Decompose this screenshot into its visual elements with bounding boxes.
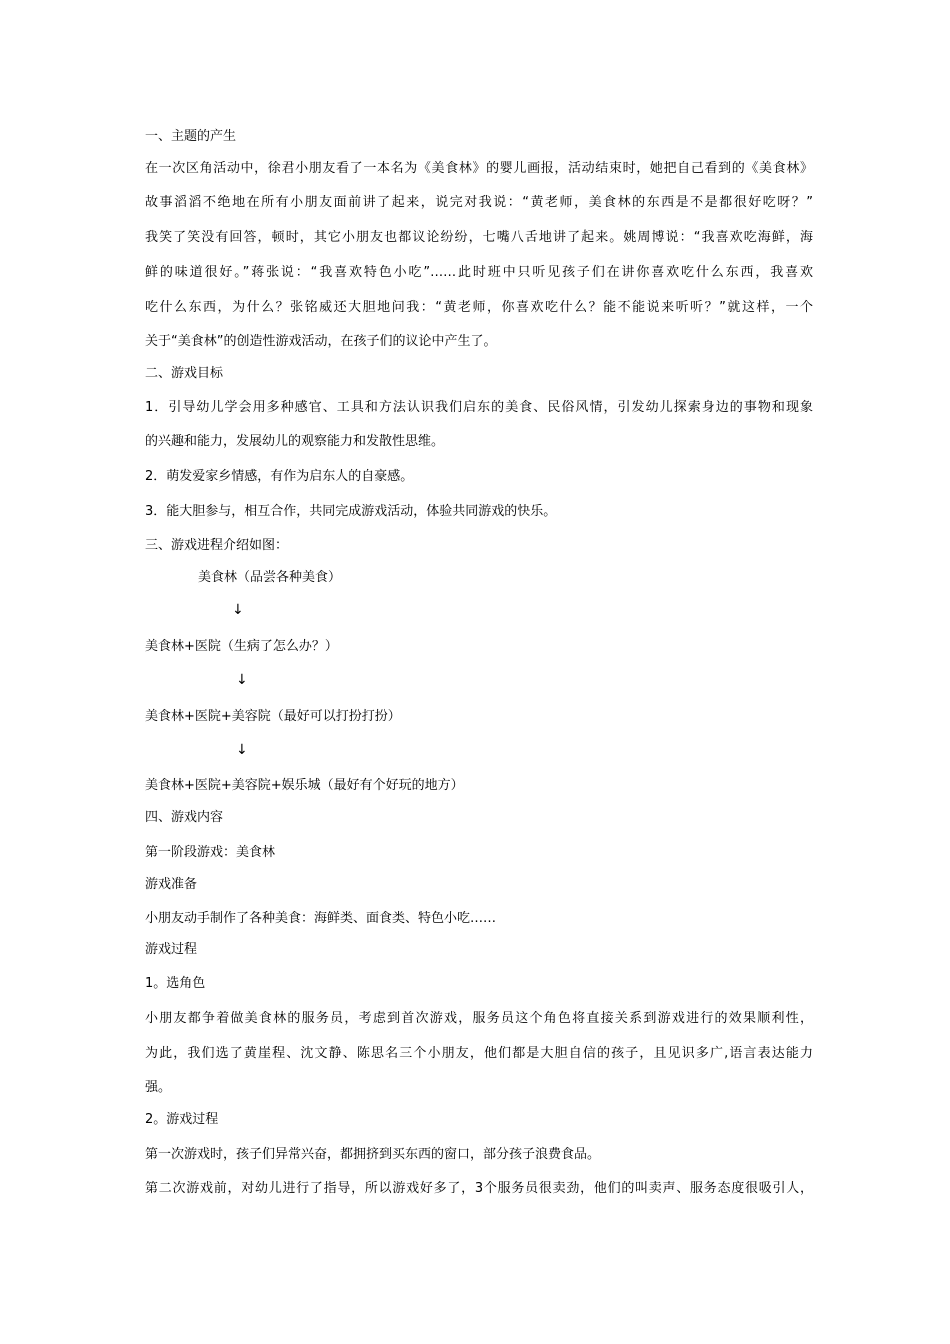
flow-down-arrow-icon: ↓	[232, 602, 244, 618]
section-heading-game-goals: 二、游戏目标	[145, 366, 224, 381]
paragraph-line: 第二次游戏前，对幼儿进行了指导，所以游戏好多了，3个服务员很卖劲，他们的叫卖声、服务态度很吸引人，	[145, 1181, 813, 1196]
section-heading-game-content: 四、游戏内容	[145, 810, 224, 825]
flow-step-3: 美食林+医院+美容院（最好可以打扮打扮）	[145, 709, 401, 724]
paragraph-line: 我笑了笑没有回答，顿时，其它小朋友也都议论纷纷，七嘴八舌地讲了起来。姚周博说：“我喜欢吃海鲜，海	[145, 230, 813, 245]
flow-step-1: 美食林（品尝各种美食）	[198, 570, 342, 585]
subheading-process: 游戏过程	[145, 942, 198, 957]
flow-down-arrow-icon: ↓	[236, 742, 248, 758]
flow-step-2: 美食林+医院（生病了怎么办？）	[145, 639, 338, 654]
step-1-heading: 1。选角色	[145, 976, 206, 991]
paragraph-line: 关于“美食林”的创造性游戏活动，在孩子们的议论中产生了。	[145, 334, 497, 349]
paragraph-line: 为此，我们选了黄崖程、沈文静、陈思名三个小朋友，他们都是大胆自信的孩子，且见识多广,语言表达能力	[145, 1046, 813, 1061]
paragraph-line: 鲜的味道很好。”蒋张说：“我喜欢特色小吃”……此时班中只听见孩子们在讲你喜欢吃什么东西，我喜欢	[145, 265, 813, 280]
subheading-prep: 游戏准备	[145, 877, 198, 892]
prep-text: 小朋友动手制作了各种美食：海鲜类、面食类、特色小吃……	[145, 911, 497, 926]
flow-step-4: 美食林+医院+美容院+娱乐城（最好有个好玩的地方）	[145, 778, 464, 793]
paragraph-line: 故事滔滔不绝地在所有小朋友面前讲了起来，说完对我说：“黄老师，美食林的东西是不是都很好吃呀？”	[145, 195, 813, 210]
goal-item-1-line: 的兴趣和能力，发展幼儿的观察能力和发散性思维。	[145, 434, 445, 449]
goal-item-3: 3．能大胆参与，相互合作，共同完成游戏活动，体验共同游戏的快乐。	[145, 504, 557, 519]
section-heading-topic-origin: 一、主题的产生	[145, 129, 237, 144]
paragraph-line: 吃什么东西，为什么？张铭威还大胆地问我：“黄老师，你喜欢吃什么？能不能说来听听？”就这样，一个	[145, 300, 813, 315]
goal-item-2: 2．萌发爱家乡情感，有作为启东人的自豪感。	[145, 469, 414, 484]
goal-item-1-line: 1．引导幼儿学会用多种感官、工具和方法认识我们启东的美食、民俗风情，引发幼儿探索身边的事物和现象	[145, 400, 813, 415]
paragraph-line: 小朋友都争着做美食林的服务员，考虑到首次游戏，服务员这个角色将直接关系到游戏进行的效果顺利性，	[145, 1011, 813, 1026]
paragraph-line: 在一次区角活动中，徐君小朋友看了一本名为《美食林》的婴儿画报，活动结束时，她把自己看到的《美食林》	[145, 161, 813, 176]
stage-heading: 第一阶段游戏：美食林	[145, 845, 276, 860]
step-2-heading: 2。游戏过程	[145, 1112, 219, 1127]
paragraph-line: 第一次游戏时，孩子们异常兴奋，都拥挤到买东西的窗口，部分孩子浪费食品。	[145, 1147, 601, 1162]
flow-down-arrow-icon: ↓	[236, 672, 248, 688]
paragraph-line: 强。	[145, 1080, 172, 1095]
section-heading-game-progress: 三、游戏进程介绍如图：	[145, 538, 289, 553]
